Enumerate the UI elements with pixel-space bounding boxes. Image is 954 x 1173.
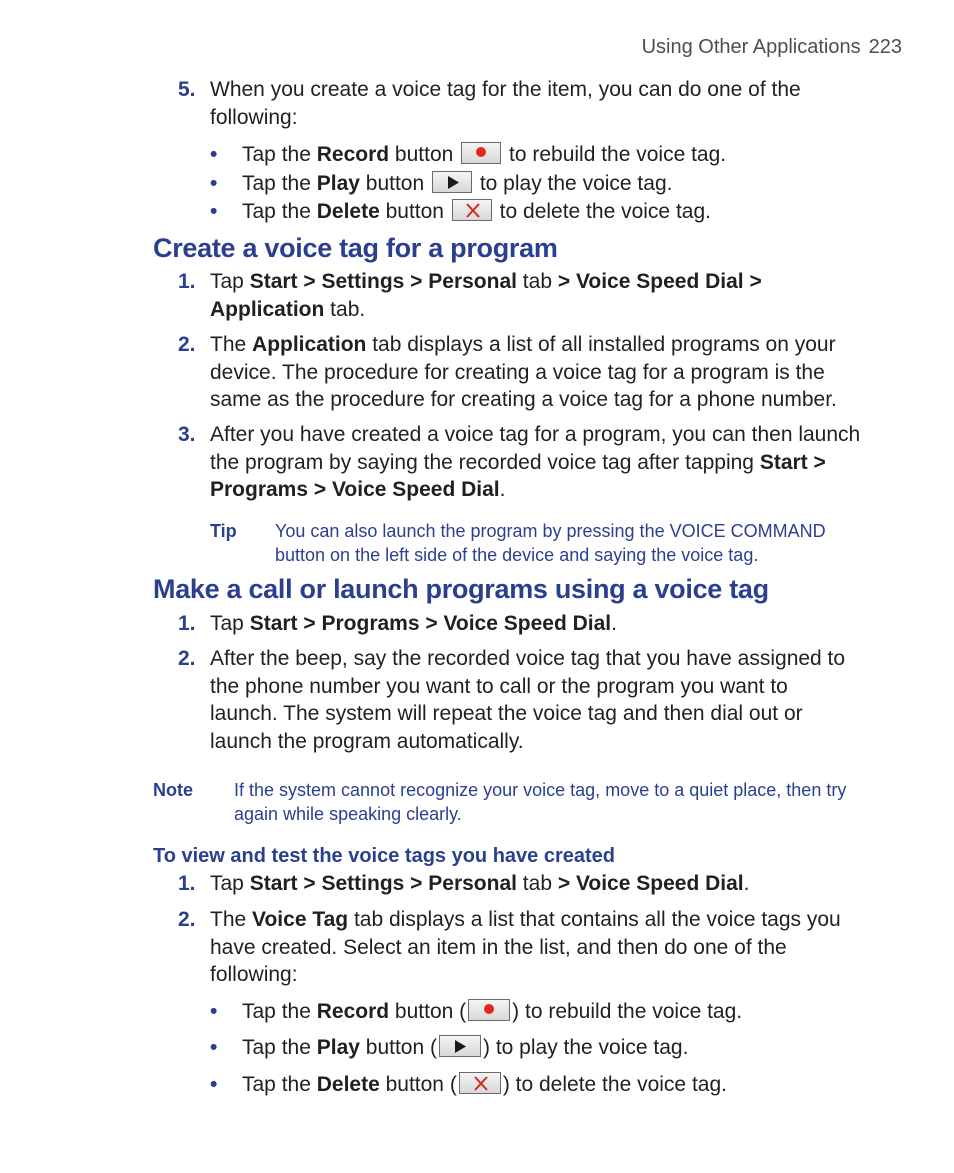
bullet-dot: •: [210, 1073, 218, 1096]
note-text: If the system cannot recognize your voice tag, move to a quiet place, then try again while speaking clearly.: [234, 780, 847, 824]
step-1: [178, 610, 878, 638]
step-number: 3.: [178, 423, 196, 446]
play-button-icon: [439, 1035, 481, 1057]
bullet-delete: • Tap the Delete button to delete the voice tag.: [210, 198, 711, 226]
bullet-dot: •: [210, 1036, 218, 1059]
tip-text: You can also launch the program by pressing the VOICE COMMAND button on the left side of the device and saying the voice tag.: [275, 521, 826, 565]
bullet-play: • Tap the Play button ( ) to play the voice tag.: [210, 1034, 688, 1062]
step-text: Tap Start > Settings > Personal tab > Voice Speed Dial > Application tab.: [210, 270, 762, 321]
bullet-dot: •: [210, 172, 218, 195]
page-number: 223: [868, 36, 902, 58]
step-text: The Application tab displays a list of all installed programs on your device. The procedure for creating a voice tag for a program is the same as the procedure for creating a voice tag for a phone number.: [210, 333, 837, 411]
step-5: [178, 76, 878, 131]
step-number: 2.: [178, 333, 196, 356]
step-number: 1.: [178, 270, 196, 293]
step-3: [178, 421, 878, 504]
bullet-dot: •: [210, 1000, 218, 1023]
step-1: [178, 870, 878, 898]
step-text: Tap Start > Settings > Personal tab > Voice Speed Dial.: [210, 872, 750, 895]
step-text: Tap Start > Programs > Voice Speed Dial.: [210, 612, 617, 635]
bullet-play: • Tap the Play button to play the voice tag.: [210, 170, 672, 198]
tip-box: [210, 519, 850, 567]
step-text: After you have created a voice tag for a program, you can then launch the program by saying the recorded voice tag after tapping Start > Programs > Voice Speed Dial.: [210, 423, 861, 501]
delete-button-icon: [459, 1072, 501, 1094]
step-text: The Voice Tag tab displays a list that contains all the voice tags you have created. Select an item in the list, and then do one of the following:: [210, 908, 841, 986]
note-label: Note: [153, 780, 193, 800]
delete-button-icon: [452, 199, 492, 221]
play-button-icon: [432, 171, 472, 193]
record-button-icon: [468, 999, 510, 1021]
step-number: 2.: [178, 908, 196, 931]
bullet-dot: •: [210, 143, 218, 166]
step-2: [178, 645, 878, 755]
section-heading-make-call: Make a call or launch programs using a voice tag: [153, 574, 769, 604]
step-number: 1.: [178, 612, 196, 635]
step-2: [178, 331, 878, 414]
bullet-record: • Tap the Record button ( ) to rebuild the voice tag.: [210, 998, 742, 1026]
step-2: [178, 906, 878, 989]
bullet-dot: •: [210, 200, 218, 223]
step-number: 1.: [178, 872, 196, 895]
step-text: When you create a voice tag for the item, you can do one of the following:: [210, 78, 801, 129]
record-button-icon: [461, 142, 501, 164]
bullet-delete: • Tap the Delete button ( ) to delete the voice tag.: [210, 1071, 727, 1099]
step-1: [178, 268, 878, 323]
subheading-view-test: To view and test the voice tags you have created: [153, 845, 616, 867]
note-box: [153, 778, 883, 826]
tip-label: Tip: [210, 521, 237, 541]
step-number: 2.: [178, 647, 196, 670]
section-heading-create-voice-tag: Create a voice tag for a program: [153, 233, 558, 263]
step-text: After the beep, say the recorded voice tag that you have assigned to the phone number you want to call or the program you want to launch. The system will repeat the voice tag and then dial out or launch the program automatically.: [210, 647, 846, 753]
section-title: Using Other Applications: [641, 36, 861, 58]
step-number: 5.: [178, 78, 196, 101]
bullet-record: • Tap the Record button to rebuild the voice tag.: [210, 141, 726, 169]
running-header: [642, 36, 902, 59]
